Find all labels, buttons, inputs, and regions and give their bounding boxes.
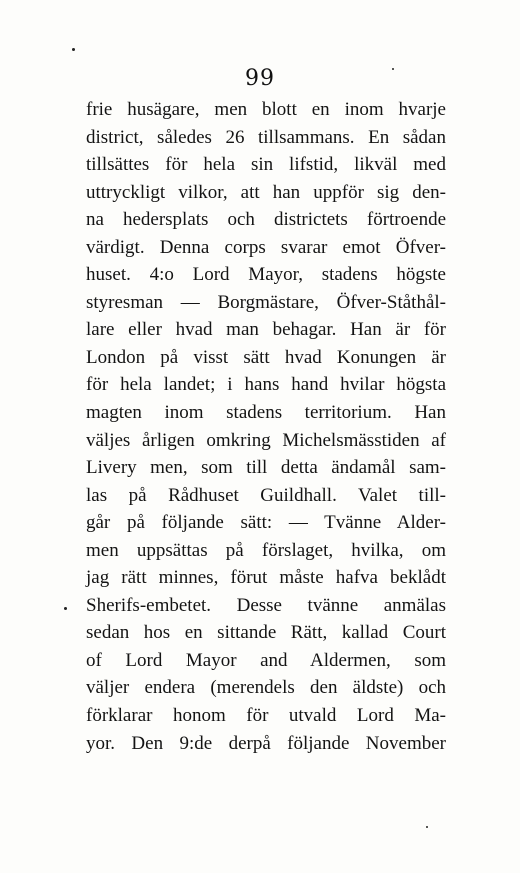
body-text	[86, 96, 446, 757]
text-line: Sherifs-embetet. Desse tvänne anmälas	[86, 594, 446, 616]
text-line: London på visst sätt hvad Konungen är	[86, 346, 446, 368]
text-line: tillsättes för hela sin lifstid, likväl med	[86, 154, 446, 176]
paper-speck	[72, 48, 75, 51]
text-line: men uppsättas på förslaget, hvilka, om	[86, 539, 446, 561]
text-line: lare eller hvad man behagar. Han är för	[86, 319, 446, 341]
text-line: väljer endera (merendels den äldste) och	[86, 677, 446, 699]
text-line: Livery men, som till detta ändamål sam-	[86, 457, 446, 479]
text-line: värdigt. Denna corps svarar emot Öfver-	[86, 236, 446, 258]
text-line: uttryckligt vilkor, att han uppför sig den-	[86, 181, 446, 203]
text-line: förklarar honom för utvald Lord Ma-	[86, 705, 446, 727]
text-line: för hela landet; i hans hand hvilar högsta	[86, 374, 446, 396]
paper-speck	[392, 68, 394, 70]
text-line: magten inom stadens territorium. Han	[86, 402, 446, 424]
text-line: na hedersplats och districtets förtroende	[86, 209, 446, 231]
paper-speck	[426, 826, 428, 828]
text-line: styresman — Borgmästare, Öfver-Ståthål-	[86, 291, 446, 313]
text-line: of Lord Mayor and Aldermen, som	[86, 649, 446, 671]
page-number: 99	[245, 66, 275, 91]
text-line: frie husägare, men blott en inom hvarje	[86, 99, 446, 120]
text-line: jag rätt minnes, förut måste hafva beklådt	[86, 567, 446, 589]
text-line: district, således 26 tillsammans. En sådan	[86, 126, 446, 148]
text-line: yor. Den 9:de derpå följande November	[86, 732, 446, 754]
text-line: sedan hos en sittande Rätt, kallad Court	[86, 622, 446, 644]
text-line: går på följande sätt: — Tvänne Alder-	[86, 512, 446, 534]
text-line: väljes årligen omkring Michelsmässtiden af	[86, 429, 446, 451]
text-line: las på Rådhuset Guildhall. Valet till-	[86, 484, 446, 506]
paper-speck	[64, 607, 67, 610]
text-line: huset. 4:o Lord Mayor, stadens högste	[86, 264, 446, 286]
